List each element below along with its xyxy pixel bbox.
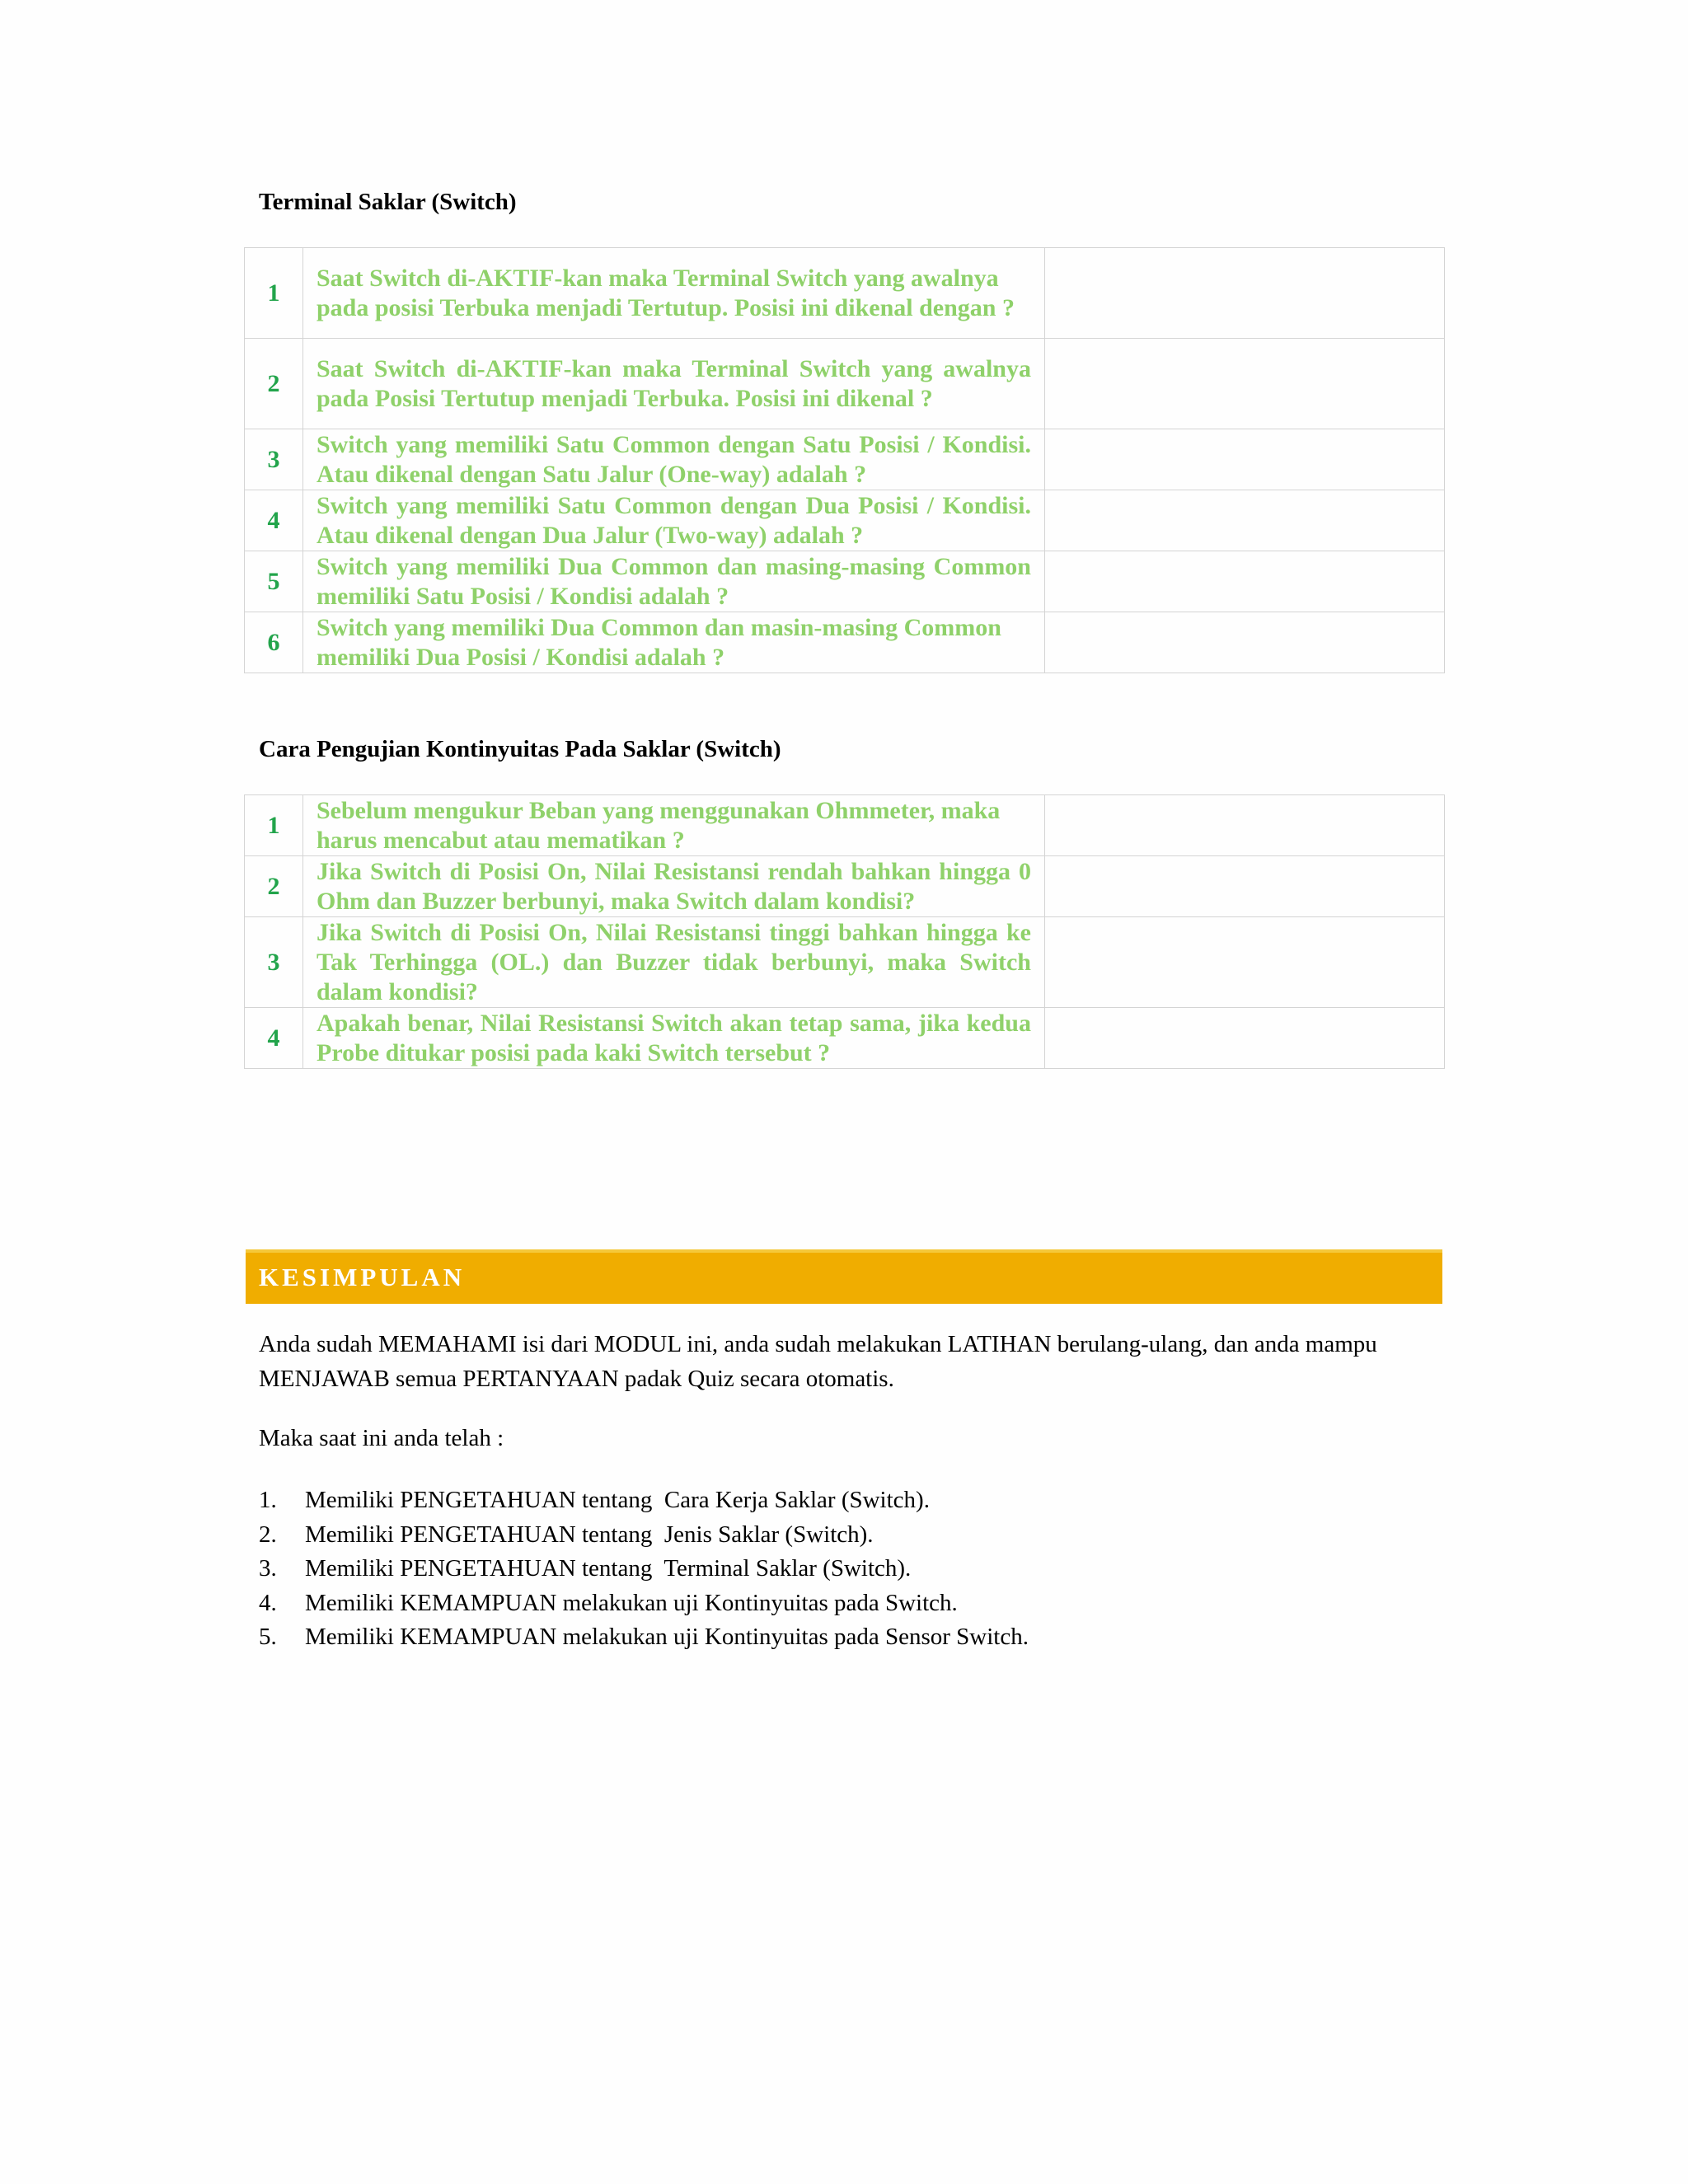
question-text: Apakah benar, Nilai Resistansi Switch akan tetap sama, jika kedua Probe ditukar posisi pada kaki Switch tersebut ?: [303, 1008, 1045, 1069]
table-row: [245, 1008, 1445, 1069]
list-item: [259, 1483, 1029, 1518]
list-text: Memiliki KEMAMPUAN melakukan uji Kontinyuitas pada Switch.: [305, 1589, 958, 1616]
answer-cell[interactable]: [1045, 429, 1445, 490]
answer-cell[interactable]: [1045, 612, 1445, 673]
row-number: 6: [245, 612, 303, 673]
achievement-list: [259, 1483, 1029, 1655]
answer-cell[interactable]: [1045, 248, 1445, 339]
answer-cell[interactable]: [1045, 795, 1445, 856]
terminal-quiz-table: [244, 247, 1445, 673]
row-number: 1: [245, 795, 303, 856]
table-row: [245, 612, 1445, 673]
conclusion-paragraph: Anda sudah MEMAHAMI isi dari MODUL ini, anda sudah melakukan LATIHAN berulang-ulang, dan anda mampu MENJAWAB semua PERTANYAAN padak Quiz secara otomatis.: [259, 1331, 1377, 1392]
answer-cell[interactable]: [1045, 339, 1445, 429]
conclusion-intro: Maka saat ini anda telah :: [259, 1425, 504, 1451]
list-item: [259, 1586, 1029, 1621]
question-text: Switch yang memiliki Dua Common dan masin-masing Common memiliki Dua Posisi / Kondisi adalah ?: [303, 612, 1045, 673]
table-row: [245, 339, 1445, 429]
continuity-quiz-table: [244, 794, 1445, 1069]
row-number: 2: [245, 856, 303, 917]
list-text: Memiliki PENGETAHUAN tentang Cara Kerja Saklar (Switch).: [305, 1487, 930, 1513]
list-number: 3.: [259, 1555, 277, 1582]
table-row: [245, 917, 1445, 1008]
question-text: Switch yang memiliki Satu Common dengan Dua Posisi / Kondisi. Atau dikenal dengan Dua Jalur (Two-way) adalah ?: [303, 490, 1045, 551]
row-number: 4: [245, 1008, 303, 1069]
list-number: 1.: [259, 1487, 277, 1513]
question-text: Saat Switch di-AKTIF-kan maka Terminal Switch yang awalnya pada Posisi Tertutup menjadi Terbuka. Posisi ini dikenal ?: [303, 339, 1045, 429]
question-text: Sebelum mengukur Beban yang menggunakan Ohmmeter, maka harus mencabut atau mematikan ?: [303, 795, 1045, 856]
list-number: 4.: [259, 1589, 277, 1616]
list-number: 5.: [259, 1624, 277, 1650]
question-text: Jika Switch di Posisi On, Nilai Resistansi tinggi bahkan hingga ke Tak Terhingga (OL.) dan Buzzer tidak berbunyi, maka Switch dalam kondisi?: [303, 917, 1045, 1008]
row-number: 1: [245, 248, 303, 339]
list-number: 2.: [259, 1521, 277, 1548]
row-number: 2: [245, 339, 303, 429]
section-title-continuity: Cara Pengujian Kontinyuitas Pada Saklar (Switch): [259, 736, 781, 762]
row-number: 3: [245, 429, 303, 490]
answer-cell[interactable]: [1045, 917, 1445, 1008]
row-number: 3: [245, 917, 303, 1008]
list-item: [259, 1620, 1029, 1655]
list-item: [259, 1552, 1029, 1586]
answer-cell[interactable]: [1045, 551, 1445, 612]
answer-cell[interactable]: [1045, 490, 1445, 551]
list-text: Memiliki KEMAMPUAN melakukan uji Kontinyuitas pada Sensor Switch.: [305, 1624, 1029, 1650]
table-row: [245, 429, 1445, 490]
list-text: Memiliki PENGETAHUAN tentang Jenis Saklar (Switch).: [305, 1521, 874, 1548]
row-number: 5: [245, 551, 303, 612]
answer-cell[interactable]: [1045, 856, 1445, 917]
list-item: [259, 1518, 1029, 1553]
table-row: [245, 490, 1445, 551]
table-row: [245, 248, 1445, 339]
banner-title: KESIMPULAN: [259, 1263, 466, 1291]
table-row: [245, 551, 1445, 612]
question-text: Switch yang memiliki Satu Common dengan Satu Posisi / Kondisi. Atau dikenal dengan Satu Jalur (One-way) adalah ?: [303, 429, 1045, 490]
table-row: [245, 856, 1445, 917]
section-title-terminal: Terminal Saklar (Switch): [259, 189, 517, 215]
question-text: Switch yang memiliki Dua Common dan masing-masing Common memiliki Satu Posisi / Kondisi adalah ?: [303, 551, 1045, 612]
question-text: Saat Switch di-AKTIF-kan maka Terminal Switch yang awalnya pada posisi Terbuka menjadi Tertutup. Posisi ini dikenal dengan ?: [303, 248, 1045, 339]
answer-cell[interactable]: [1045, 1008, 1445, 1069]
row-number: 4: [245, 490, 303, 551]
list-text: Memiliki PENGETAHUAN tentang Terminal Saklar (Switch).: [305, 1555, 912, 1582]
conclusion-banner: [246, 1249, 1442, 1304]
question-text: Jika Switch di Posisi On, Nilai Resistansi rendah bahkan hingga 0 Ohm dan Buzzer berbunyi, maka Switch dalam kondisi?: [303, 856, 1045, 917]
table-row: [245, 795, 1445, 856]
